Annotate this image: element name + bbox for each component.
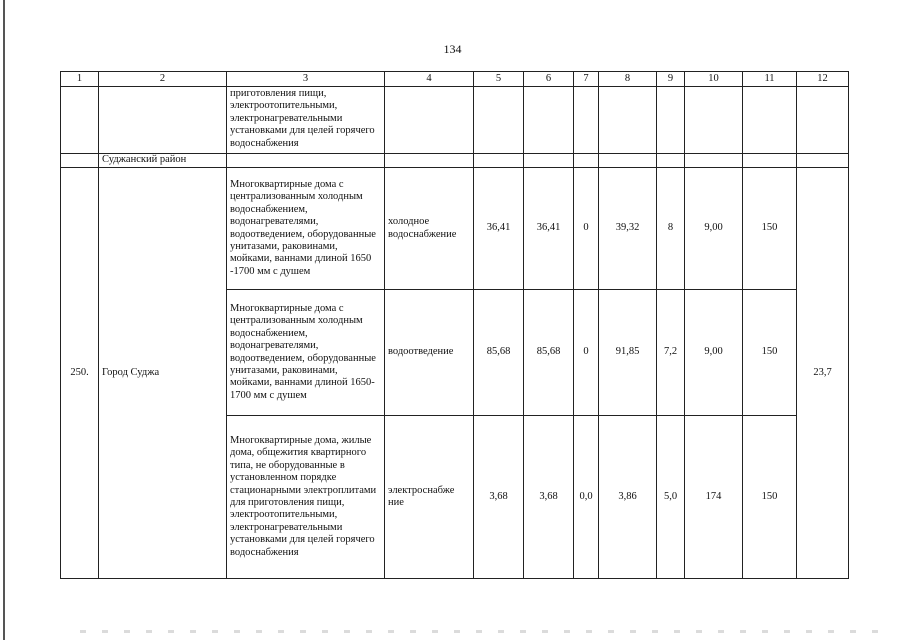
value-col9: 5,0 [657,416,685,579]
column-header: 6 [524,72,574,87]
housing-description: Многоквартирные дома с централизованным холодным водоснабжением, водонагревателями, водоотведением, оборудованные унитазами, раковинами, мойками, ваннами длиной 1650- 1700 мм с душем [227,290,385,416]
column-header: 8 [599,72,657,87]
continuation-description: приготовления пищи, электроотопительными, электронагревательными установками для целей горячего водоснабжения [227,87,385,154]
value-col9: 8 [657,168,685,290]
value-col8: 91,85 [599,290,657,416]
column-header: 11 [743,72,797,87]
locality-name: Город Суджа [99,168,227,579]
value-col6: 85,68 [524,290,574,416]
column-header: 9 [657,72,685,87]
column-header: 4 [385,72,474,87]
value-col5: 3,68 [474,416,524,579]
service-name: водоотведение [385,290,474,416]
column-header: 12 [797,72,849,87]
column-header-row [61,72,849,87]
district-row [61,154,849,168]
value-col5: 36,41 [474,168,524,290]
column-header: 1 [61,72,99,87]
housing-description: Многоквартирные дома с централизованным холодным водоснабжением, водонагревателями, водоотведением, оборудованные унитазами, раковинами, мойками, ваннами длиной 1650 -1700 мм с душем [227,168,385,290]
column-header: 5 [474,72,524,87]
column-header: 7 [574,72,599,87]
tariff-table [60,71,849,579]
value-col7: 0 [574,290,599,416]
value-col10: 9,00 [685,168,743,290]
service-name: холодное водоснабжение [385,168,474,290]
value-col5: 85,68 [474,290,524,416]
entry-number: 250. [61,168,99,579]
value-col9: 7,2 [657,290,685,416]
total-value: 23,7 [797,168,849,579]
value-col8: 39,32 [599,168,657,290]
value-col6: 36,41 [524,168,574,290]
value-col10: 9,00 [685,290,743,416]
table-row [61,168,849,290]
value-col11: 150 [743,290,797,416]
scan-artifact-line [80,630,880,633]
column-header: 3 [227,72,385,87]
housing-description: Многоквартирные дома, жилые дома, общежития квартирного типа, не оборудованные в установленном порядке стационарными электроплитами для приготовления пищи, электроотопительными, электронагревательными установками для целей горячего водоснабжения [227,416,385,579]
service-name: электроснабже ние [385,416,474,579]
column-header: 2 [99,72,227,87]
value-col7: 0,0 [574,416,599,579]
scan-left-edge [3,0,5,640]
value-col7: 0 [574,168,599,290]
page-number: 134 [443,42,462,56]
continuation-row [61,87,849,154]
value-col8: 3,86 [599,416,657,579]
value-col11: 150 [743,168,797,290]
district-name: Суджанский район [99,154,227,168]
value-col11: 150 [743,416,797,579]
value-col6: 3,68 [524,416,574,579]
value-col10: 174 [685,416,743,579]
column-header: 10 [685,72,743,87]
